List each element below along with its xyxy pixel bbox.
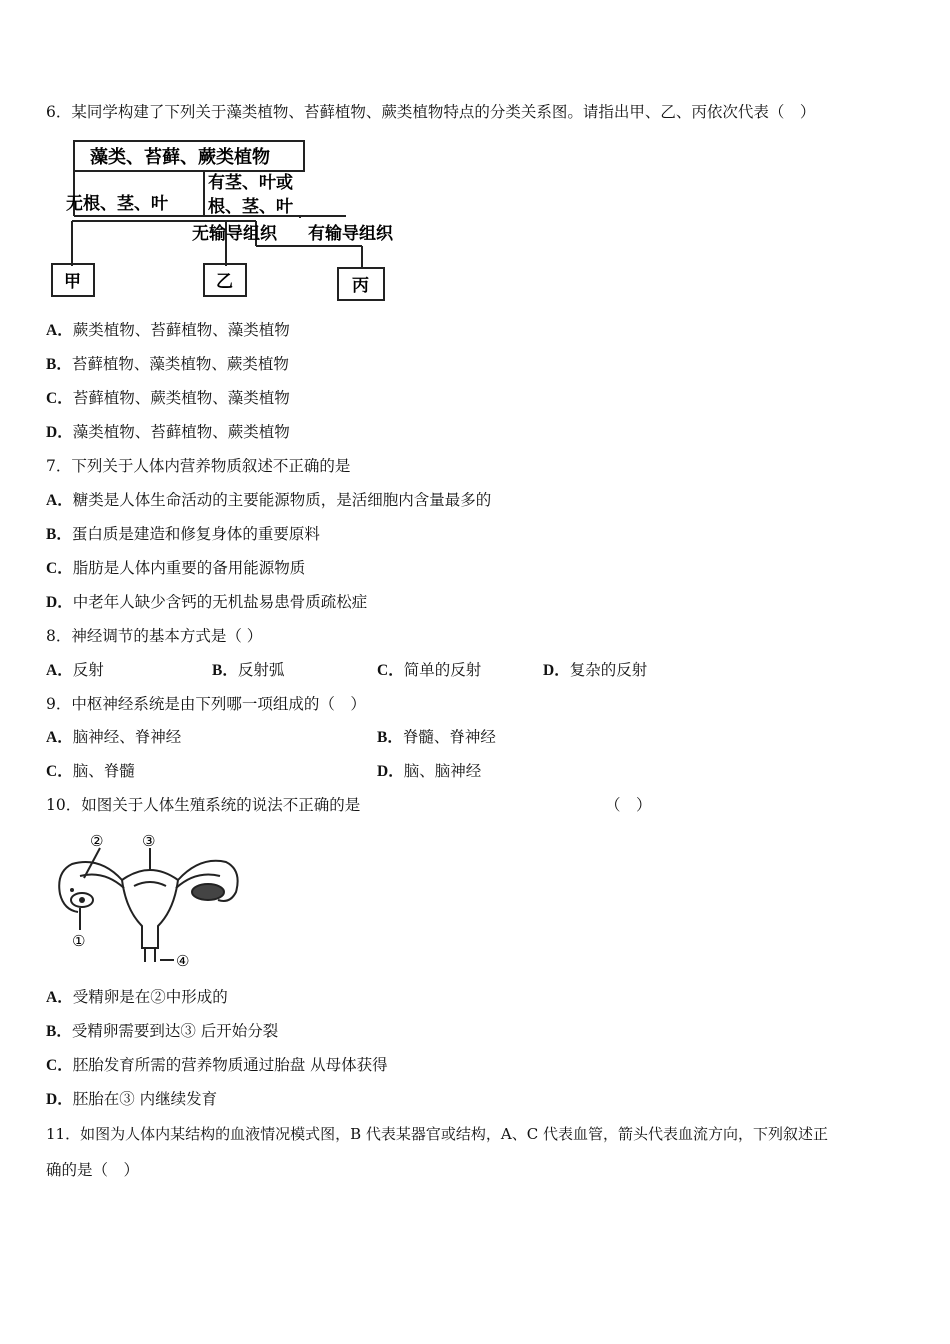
q9-option-c: C．脑、脊髓 xyxy=(46,762,135,780)
q6-option-a: A．蕨类植物、苔藓植物、藻类植物 xyxy=(46,321,290,339)
q7-option-d: D．中老年人缺少含钙的无机盐易患骨质疏松症 xyxy=(46,593,368,611)
right-branch-label-2: 根、茎、叶 xyxy=(208,197,293,217)
q10-answer-bracket: （ ） xyxy=(605,796,652,814)
q10-option-a: A．受精卵是在②中形成的 xyxy=(46,988,228,1006)
q9-stem: 9．中枢神经系统是由下列哪一项组成的（ ） xyxy=(46,695,366,713)
q8-stem: 8．神经调节的基本方式是（ ） xyxy=(46,627,263,645)
q9-option-d: D．脑、脑神经 xyxy=(377,762,482,780)
box-yi-label: 乙 xyxy=(216,272,233,292)
q8-option-c: C．简单的反射 xyxy=(377,661,482,679)
q9-option-a: A．脑神经、脊神经 xyxy=(46,728,182,746)
q10-option-c: C．胚胎发育所需的营养物质通过胎盘 从母体获得 xyxy=(46,1056,388,1074)
box-jia-label: 甲 xyxy=(64,272,81,292)
q7-stem: 7．下列关于人体内营养物质叙述不正确的是 xyxy=(46,457,351,475)
q10-stem: 10．如图关于人体生殖系统的说法不正确的是 xyxy=(46,796,361,814)
q11-stem-line2: 确的是（ ） xyxy=(46,1161,140,1179)
label-2: ② xyxy=(90,832,104,850)
reproductive-system-figure xyxy=(50,830,250,970)
q6-stem: 6．某同学构建了下列关于藻类植物、苔藓植物、蕨类植物特点的分类关系图。请指出甲、乙、丙依次代表（ ） xyxy=(46,103,816,121)
q7-option-b: B．蛋白质是建造和修复身体的重要原料 xyxy=(46,525,320,543)
q7-option-a: A．糖类是人体生命活动的主要能源物质，是活细胞内含量最多的 xyxy=(46,491,492,509)
has-tissue-label: 有输导组织 xyxy=(308,224,393,244)
left-branch-label: 无根、茎、叶 xyxy=(66,194,168,214)
q7-option-c: C．脂肪是人体内重要的备用能源物质 xyxy=(46,559,306,577)
no-tissue-label: 无输导组织 xyxy=(192,224,277,244)
q11-stem-line1: 11．如图为人体内某结构的血液情况模式图，B 代表某器官或结构，A、C 代表血管，箭头代表血流方向，下列叙述正 xyxy=(46,1125,828,1143)
q6-option-c: C．苔藓植物、蕨类植物、藻类植物 xyxy=(46,389,290,407)
q8-option-b: B．反射弧 xyxy=(212,661,285,679)
label-4: ④ xyxy=(176,952,190,970)
box-bing-label: 丙 xyxy=(352,276,369,296)
label-1: ① xyxy=(72,932,86,950)
q8-option-a: A．反射 xyxy=(46,661,104,679)
q6-option-b: B．苔藓植物、藻类植物、蕨类植物 xyxy=(46,355,289,373)
q10-option-d: D．胚胎在③ 内继续发育 xyxy=(46,1090,218,1108)
label-3: ③ xyxy=(142,832,156,850)
top-label: 藻类、苔藓、蕨类植物 xyxy=(90,147,270,168)
right-ovary xyxy=(192,884,224,900)
q8-option-d: D．复杂的反射 xyxy=(543,661,648,679)
q6-option-d: D．藻类植物、苔藓植物、蕨类植物 xyxy=(46,423,290,441)
right-branch-label-1: 有茎、叶或 xyxy=(208,173,293,193)
q10-option-b: B．受精卵需要到达③ 后开始分裂 xyxy=(46,1022,279,1040)
q9-option-b: B．脊髓、脊神经 xyxy=(377,728,496,746)
classification-diagram xyxy=(46,138,426,308)
